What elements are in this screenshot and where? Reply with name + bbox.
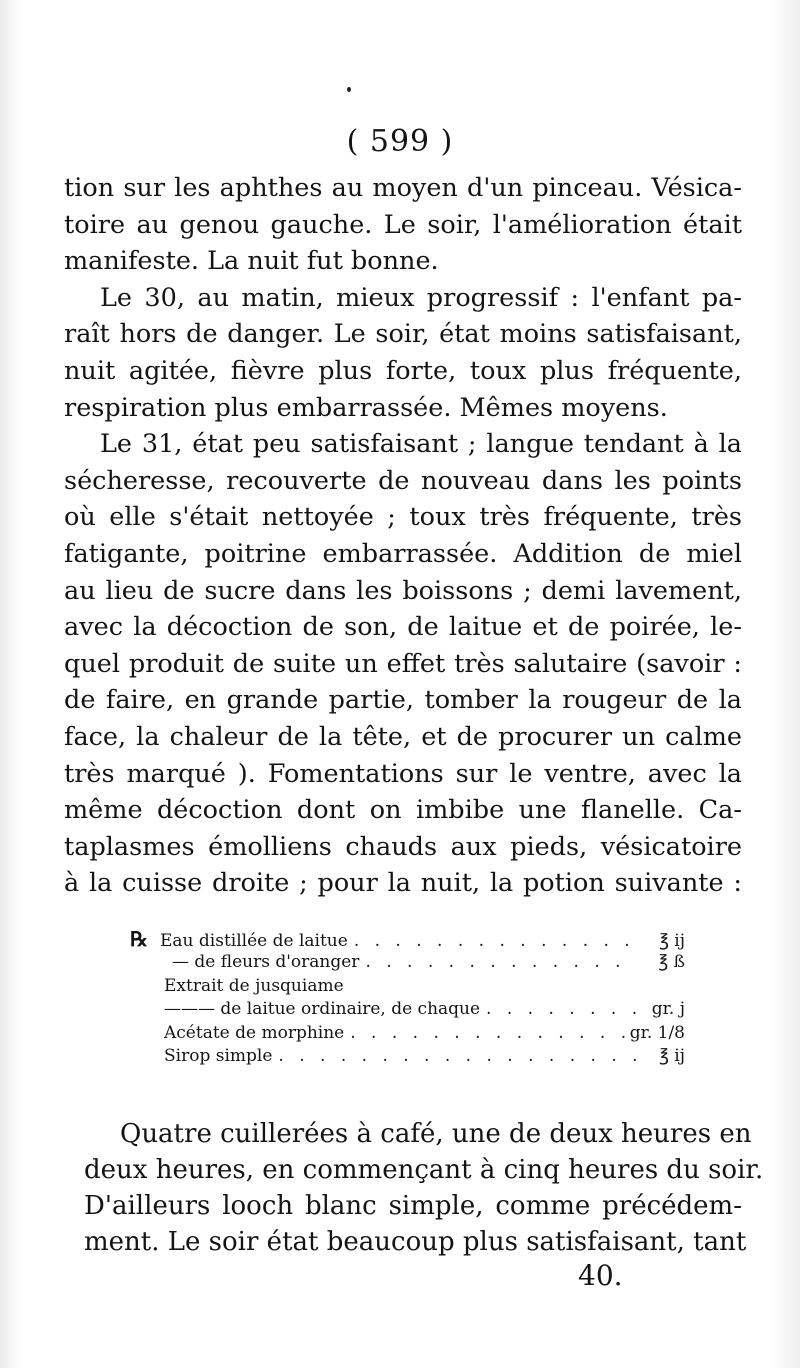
prescription-line	[130, 1022, 685, 1045]
text-line: Quatre cuillerées à café, une de deux heures en	[120, 1119, 752, 1149]
text-line: même décoction dont on imbibe une flanelle. Ca-	[64, 795, 742, 826]
page-number: ( 599 )	[346, 124, 454, 159]
text-line: sécheresse, recouverte de nouveau dans les points	[64, 465, 742, 496]
main-text-continued	[84, 1116, 764, 1260]
text-line: nuit agitée, fièvre plus forte, toux plus fréquente,	[64, 355, 742, 386]
prescription-line	[130, 998, 685, 1021]
prescription-line	[130, 1045, 685, 1068]
text-line: face, la chaleur de la tête, et de procurer un calme	[64, 721, 742, 752]
recipe-symbol: ℞	[130, 927, 148, 951]
text-line: Le 31, état peu satisfaisant ; langue tendant à la	[100, 429, 742, 460]
text-line: toire au genou gauche. Le soir, l'amélioration était	[64, 209, 742, 240]
text-line: ment. Le soir état beaucoup plus satisfaisant, tant	[84, 1227, 747, 1257]
signature-mark: 40.	[578, 1259, 623, 1292]
leader-dots	[344, 1022, 625, 1045]
prescription-line	[130, 928, 685, 951]
text-line: tion sur les aphthes au moyen d'un pinceau. Vésica-	[64, 173, 742, 203]
main-text	[64, 170, 742, 902]
ingredient-quantity: ℥ ij	[659, 931, 685, 951]
ingredient-quantity: ℥ ß	[658, 952, 685, 973]
text-line: raît hors de danger. Le soir, état moins satisfaisant,	[64, 319, 742, 350]
text-line: taplasmes émolliens chauds aux pieds, vésicatoire	[64, 831, 742, 862]
text-line: de faire, en grande partie, tomber la rougeur de la	[64, 685, 742, 716]
text-line: respiration plus embarrassée. Mêmes moyens.	[64, 392, 668, 423]
ingredient-name: Eau distillée de laitue	[160, 931, 348, 951]
ingredient-quantity: gr. 1/8	[629, 1022, 685, 1043]
text-line: Le 30, au matin, mieux progressif : l'enfant pa-	[100, 282, 742, 313]
ingredient-name: Extrait de jusquiame	[164, 975, 344, 996]
ingredient-name: Acétate de morphine	[164, 1022, 345, 1043]
leader-dots	[348, 930, 637, 953]
text-line: manifeste. La nuit fut bonne.	[64, 246, 439, 277]
text-line: D'ailleurs looch blanc simple, comme précédem-	[84, 1191, 742, 1221]
prescription-line	[130, 975, 685, 998]
ingredient-name: ——— de laitue ordinaire, de chaque	[164, 999, 481, 1020]
text-line: au lieu de sucre dans les boissons ; demi lavement,	[64, 575, 742, 606]
text-line: fatigante, poitrine embarrassée. Addition de miel	[64, 538, 742, 569]
leader-dots	[480, 998, 637, 1021]
leader-dots	[359, 951, 637, 974]
text-line: très marqué ). Fomentations sur le ventre, avec la	[64, 758, 742, 789]
leader-dots	[272, 1045, 637, 1068]
text-line: à la cuisse droite ; pour la nuit, la potion suivante :	[64, 868, 742, 899]
text-line: où elle s'était nettoyée ; toux très fréquente, très	[64, 502, 742, 533]
ingredient-name: — de fleurs d'oranger	[172, 952, 360, 973]
ingredient-name: Sirop simple	[164, 1045, 273, 1066]
ink-speck	[347, 87, 351, 92]
ingredient-quantity: ℥ ij	[659, 1045, 685, 1066]
text-line: avec la décoction de son, de laitue et de poirée, le-	[64, 612, 742, 643]
prescription	[130, 928, 685, 1068]
prescription-line	[130, 951, 685, 974]
ingredient-quantity: gr. j	[651, 999, 685, 1020]
text-line: quel produit de suite un effet très salutaire (savoir :	[64, 648, 742, 679]
text-line: deux heures, en commençant à cinq heures du soir.	[84, 1155, 764, 1185]
